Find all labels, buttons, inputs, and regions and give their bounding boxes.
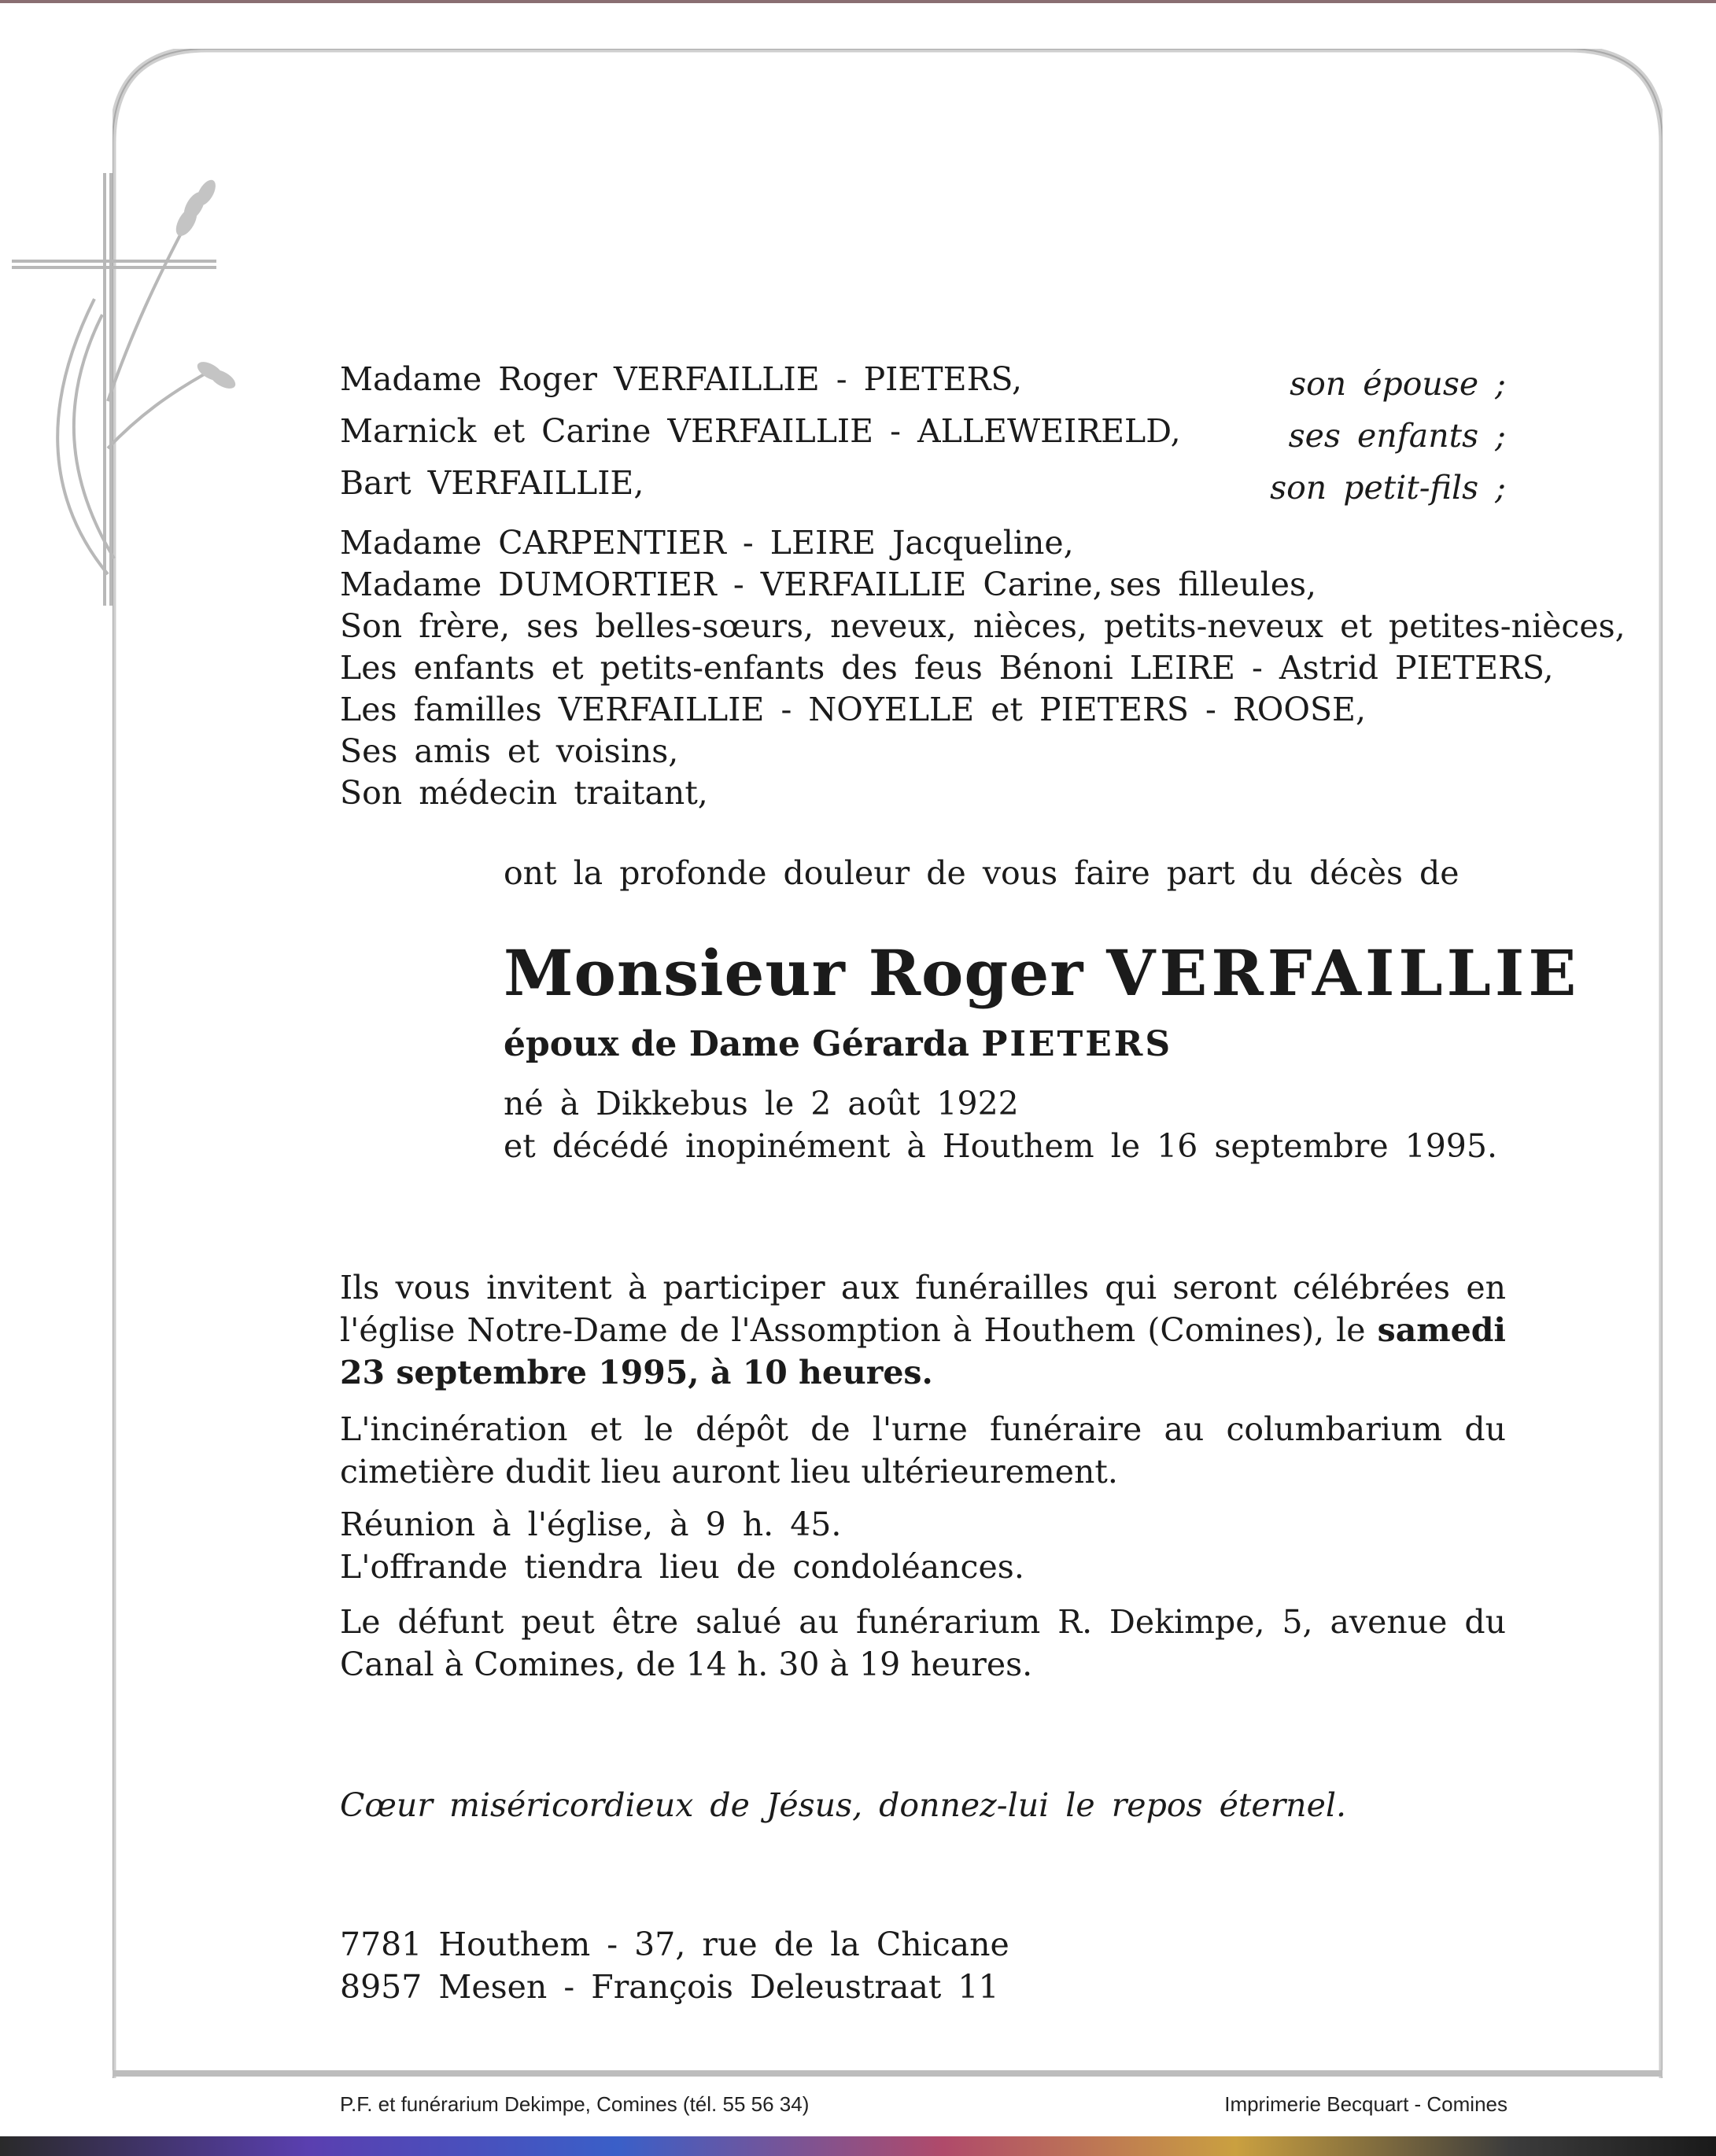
- deceased-name: [504, 936, 1580, 1010]
- address-1: 7781 Houthem - 37, rue de la Chicane: [340, 1926, 1009, 1963]
- cross-with-wheat-icon: [12, 165, 248, 606]
- relatives-line-2: Les enfants et petits-enfants des feus Bénoni LEIRE - Astrid PIETERS,: [340, 649, 1554, 687]
- godchildren-label: ses filleules,: [1109, 566, 1317, 603]
- footer-funeral-home: P.F. et funérarium Dekimpe, Comines (tél. 55 56 34): [340, 2092, 810, 2116]
- offering-line: L'offrande tiendra lieu de condoléances.: [340, 1548, 1024, 1586]
- funeral-date: samedi 23 septembre 1995, à 10 heures.: [340, 1311, 1506, 1391]
- relation-2: ses enfants ;: [1288, 417, 1506, 455]
- address-2: 8957 Mesen - François Deleustraat 11: [340, 1968, 999, 2006]
- deceased-surname: VERFAILLIE: [1106, 936, 1581, 1010]
- relation-1: son épouse ;: [1290, 365, 1506, 403]
- footer-printer: Imprimerie Becquart - Comines: [1224, 2092, 1507, 2116]
- announcement: ont la profonde douleur de vous faire part du décès de: [504, 854, 1460, 892]
- spouse-surname: PIETERS: [981, 1024, 1173, 1064]
- family-line-1: Madame Roger VERFAILLIE - PIETERS,: [340, 360, 1023, 398]
- visit-paragraph: Le défunt peut être salué au funérarium R. Dekimpe, 5, avenue du Canal à Comines, de 14 h. 30 à 19 heures.: [340, 1603, 1506, 1683]
- meeting-line: Réunion à l'église, à 9 h. 45.: [340, 1506, 842, 1543]
- birth-line: né à Dikkebus le 2 août 1922: [504, 1085, 1019, 1122]
- relatives-line-4: Ses amis et voisins,: [340, 732, 679, 770]
- godchild-line-2: Madame DUMORTIER - VERFAILLIE Carine,: [340, 566, 1103, 603]
- family-line-2: Marnick et Carine VERFAILLIE - ALLEWEIRELD,: [340, 412, 1181, 450]
- funeral-text: Ils vous invitent à participer aux funérailles qui seront célébrées en l'église Notre-Dame de l'Assomption à Houthem (Comines), le: [340, 1269, 1506, 1349]
- relatives-line-3: Les familles VERFAILLIE - NOYELLE et PIETERS - ROOSE,: [340, 691, 1367, 728]
- funeral-paragraph: [340, 1266, 1506, 1394]
- relatives-line-1: Son frère, ses belles-sœurs, neveux, nièces, petits-neveux et petites-nièces,: [340, 607, 1626, 645]
- cremation-paragraph: L'incinération et le dépôt de l'urne funéraire au columbarium du cimetière dudit lieu auront lieu ultérieurement.: [340, 1410, 1506, 1491]
- top-edge-line: [0, 0, 1716, 3]
- prayer: Cœur miséricordieux de Jésus, donnez-lui le repos éternel.: [340, 1786, 1346, 1824]
- spouse-prefix: époux de Dame Gérarda: [504, 1024, 969, 1064]
- death-line: et décédé inopinément à Houthem le 16 septembre 1995.: [504, 1127, 1498, 1165]
- relatives-line-5: Son médecin traitant,: [340, 774, 708, 812]
- scan-edge-strip: [0, 2136, 1716, 2156]
- relation-3: son petit-fils ;: [1270, 469, 1506, 507]
- spouse-line: [504, 1024, 1172, 1064]
- family-line-3: Bart VERFAILLIE,: [340, 464, 644, 502]
- godchild-line-1: Madame CARPENTIER - LEIRE Jacqueline,: [340, 524, 1074, 562]
- deceased-first-name: Monsieur Roger: [504, 936, 1084, 1010]
